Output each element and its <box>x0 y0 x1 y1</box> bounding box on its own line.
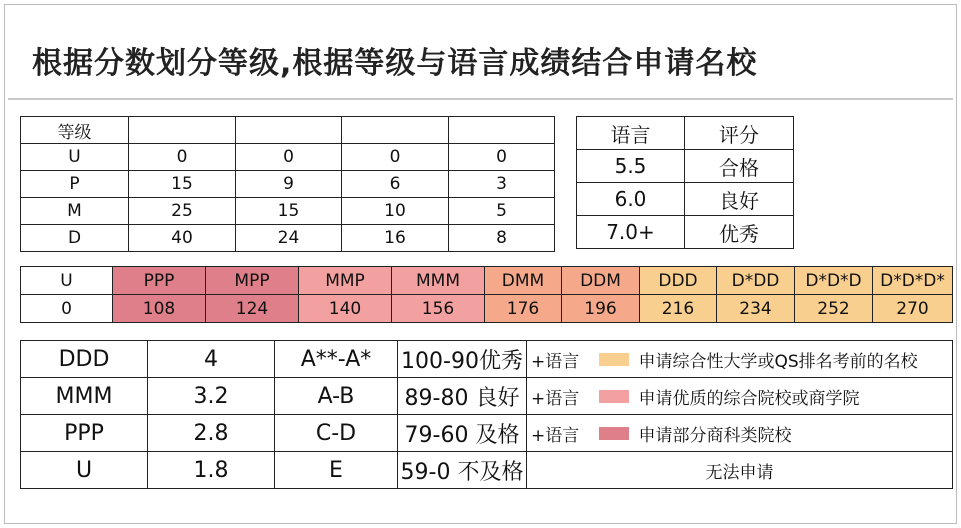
language-score-table <box>576 116 794 249</box>
strip-grade-cell: D*D*D* <box>873 267 953 295</box>
table-cell: 0 <box>236 144 342 171</box>
header-cell: 语言 <box>577 117 685 150</box>
table-cell: 良好 <box>685 183 794 216</box>
advice-text: 申请综合性大学或QS排名考前的名校 <box>638 351 918 372</box>
advice-text: 申请部分商科类院校 <box>638 425 792 446</box>
legend-swatch <box>599 390 629 403</box>
advice-text: 申请优质的综合院校或商学院 <box>638 388 860 409</box>
table-row <box>21 171 555 198</box>
table-cell: 15 <box>236 198 342 225</box>
table-cell: 6.0 <box>577 183 685 216</box>
application-guide-table <box>20 340 953 489</box>
table-row <box>21 415 953 452</box>
strip-points-cell: 234 <box>717 295 795 323</box>
table-cell: 10 <box>342 198 449 225</box>
strip-grade-cell: DDD <box>640 267 717 295</box>
strip-grade-cell: DDM <box>562 267 640 295</box>
legend-swatch <box>599 427 629 440</box>
table-cell: D <box>21 225 129 252</box>
table-row <box>21 341 953 378</box>
table-row <box>577 150 794 183</box>
header-cell <box>129 117 236 144</box>
strip-points-cell: 108 <box>113 295 206 323</box>
table-row <box>21 452 953 489</box>
table-cell: 15 <box>129 171 236 198</box>
table-cell: 40 <box>129 225 236 252</box>
legend-swatch <box>599 353 629 366</box>
gpa-cell: 3.2 <box>148 378 275 415</box>
gpa-cell: 1.8 <box>148 452 275 489</box>
table-cell: 8 <box>449 225 555 252</box>
table-cell: 0 <box>342 144 449 171</box>
advice-cell: 无法申请 <box>527 452 953 489</box>
score-cell: 79-60 及格 <box>398 415 527 452</box>
table-cell: 合格 <box>685 150 794 183</box>
strip-grade-cell: MMP <box>299 267 392 295</box>
gpa-cell: 4 <box>148 341 275 378</box>
table-cell: 25 <box>129 198 236 225</box>
table-cell: 0 <box>129 144 236 171</box>
language-cell: +语言 <box>527 378 597 415</box>
table-header-row <box>21 117 555 144</box>
table-row <box>21 225 555 252</box>
strip-grade-cell: D*D*D <box>795 267 873 295</box>
gpa-cell: 2.8 <box>148 415 275 452</box>
strip-grade-cell: D*DD <box>717 267 795 295</box>
strip-points-cell: 176 <box>485 295 562 323</box>
grade-cell: U <box>21 452 148 489</box>
strip-grade-cell: DMM <box>485 267 562 295</box>
grade-cell: DDD <box>21 341 148 378</box>
grade-cell: PPP <box>21 415 148 452</box>
score-cell: 100-90优秀 <box>398 341 527 378</box>
table-cell: 7.0+ <box>577 216 685 249</box>
language-cell: +语言 <box>527 415 597 452</box>
grade-strip-table <box>20 266 953 323</box>
strip-points-cell: 124 <box>206 295 299 323</box>
strip-points-cell: 196 <box>562 295 640 323</box>
table-cell: 5 <box>449 198 555 225</box>
letter-cell: A**-A* <box>275 341 398 378</box>
table-row <box>577 216 794 249</box>
table-header-row <box>577 117 794 150</box>
strip-points-cell: 140 <box>299 295 392 323</box>
strip-points-cell: 252 <box>795 295 873 323</box>
strip-points-cell: 156 <box>392 295 485 323</box>
table-cell: 24 <box>236 225 342 252</box>
strip-points-cell: 216 <box>640 295 717 323</box>
table-cell: M <box>21 198 129 225</box>
table-cell: U <box>21 144 129 171</box>
score-cell: 59-0 不及格 <box>398 452 527 489</box>
grade-cell: MMM <box>21 378 148 415</box>
table-row <box>21 378 953 415</box>
letter-cell: A-B <box>275 378 398 415</box>
page-title: 根据分数划分等级,根据等级与语言成绩结合申请名校 <box>32 46 758 81</box>
table-cell: 0 <box>449 144 555 171</box>
strip-points-row <box>21 295 953 323</box>
table-cell: 6 <box>342 171 449 198</box>
header-cell: 评分 <box>685 117 794 150</box>
header-cell <box>342 117 449 144</box>
strip-grade-cell: MMM <box>392 267 485 295</box>
table-row <box>21 198 555 225</box>
table-cell: 3 <box>449 171 555 198</box>
table-cell: 优秀 <box>685 216 794 249</box>
header-cell <box>236 117 342 144</box>
header-cell: 等级 <box>21 117 129 144</box>
strip-grade-cell: PPP <box>113 267 206 295</box>
advice-cell <box>597 341 953 378</box>
strip-points-cell: 0 <box>21 295 113 323</box>
table-cell: 5.5 <box>577 150 685 183</box>
letter-cell: C-D <box>275 415 398 452</box>
language-cell: +语言 <box>527 341 597 378</box>
header-cell <box>449 117 555 144</box>
advice-cell <box>597 415 953 452</box>
advice-cell <box>597 378 953 415</box>
letter-cell: E <box>275 452 398 489</box>
strip-grade-row <box>21 267 953 295</box>
table-cell: 16 <box>342 225 449 252</box>
grade-points-table <box>20 116 555 252</box>
table-cell: 9 <box>236 171 342 198</box>
title-bar <box>8 8 953 100</box>
strip-grade-cell: U <box>21 267 113 295</box>
table-cell: P <box>21 171 129 198</box>
table-row <box>21 144 555 171</box>
table-row <box>577 183 794 216</box>
score-cell: 89-80 良好 <box>398 378 527 415</box>
strip-grade-cell: MPP <box>206 267 299 295</box>
strip-points-cell: 270 <box>873 295 953 323</box>
